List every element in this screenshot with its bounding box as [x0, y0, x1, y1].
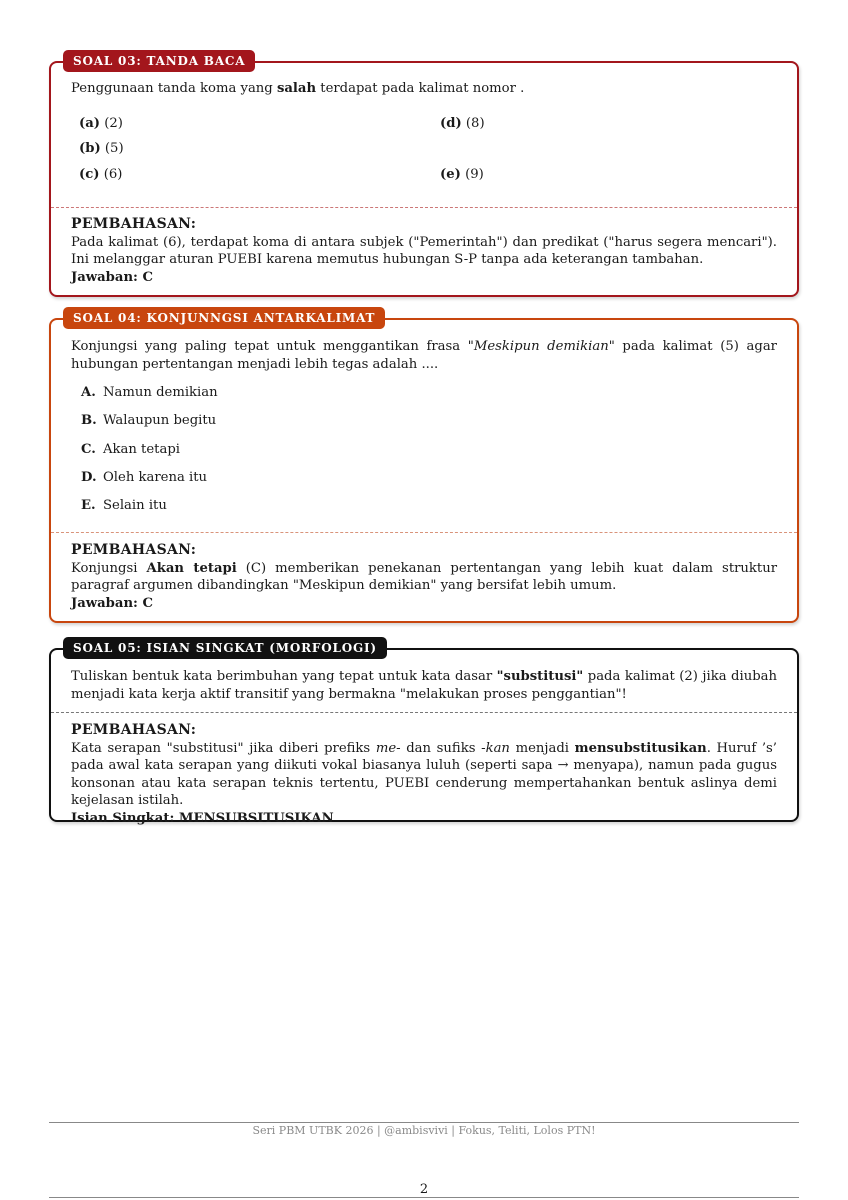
footer-divider	[49, 1122, 799, 1123]
soal-04-separator	[51, 532, 797, 533]
soal-05-box	[49, 641, 799, 826]
soal-03-question: Penggunaan tanda koma yang salah terdapat pada kalimat nomor .	[71, 81, 525, 96]
option-c: (c) (6)	[79, 167, 123, 182]
option-b: B. Walaupun begitu	[81, 413, 217, 429]
soal-05-question: Tuliskan bentuk kata berimbuhan yang tepat untuk kata dasar "substitusi" pada kalimat (2) jika diubah menjadi kata kerja aktif transitif yang bermakna "melakukan proses penggantian"!	[71, 669, 777, 702]
option-c: C. Akan tetapi	[81, 441, 180, 457]
soal-05-separator	[51, 712, 797, 713]
page-number: 2	[419, 1182, 429, 1197]
soal-04-answer: Jawaban: C	[71, 595, 153, 611]
soal-05-explanation: PEMBAHASAN: Kata serapan "substitusi" jika diberi prefiks me- dan sufiks -kan menjadi mensubstitusikan. Huruf ’s’ pada awal kata serapan yang diikuti vokal biasanya luluh (seperti sapa → menyapa), namun pada gugus konsonan atau kata serapan teknis tertentu, PUEBI cenderung mempertahankan bentuk aslinya demi kejelasan istilah. Isian Singkat: MENSUBSITUSIKAN	[71, 722, 777, 826]
soal-04-question: Konjungsi yang paling tepat untuk menggantikan frasa "Meskipun demikian" pada kalimat (5) agar hubungan pertentangan menjadi lebih tegas adalah ....	[71, 339, 777, 372]
soal-05-answer: Isian Singkat: MENSUBSITUSIKAN	[71, 810, 334, 826]
soal-03-box	[49, 54, 799, 297]
option-a: (a) (2)	[79, 116, 123, 131]
option-e: E. Selain itu	[81, 498, 167, 514]
soal-03-answer: Jawaban: C	[71, 269, 153, 285]
soal-04-box	[49, 311, 799, 623]
page-bottom-divider	[49, 1197, 799, 1198]
soal-03-explanation: PEMBAHASAN: Pada kalimat (6), terdapat koma di antara subjek ("Pemerintah") dan predikat ("harus segera mencari"). Ini melanggar aturan PUEBI karena memutus hubungan S-P tanpa ada keterangan tambahan. Jawaban: C	[71, 216, 777, 285]
option-d: (d) (8)	[440, 116, 485, 131]
footer-text: Seri PBM UTBK 2026 | @ambisvivi | Fokus, Teliti, Lolos PTN!	[252, 1124, 596, 1137]
soal-04-options	[81, 384, 218, 525]
option-e: (e) (9)	[440, 167, 484, 182]
option-d: D. Oleh karena itu	[81, 469, 208, 485]
soal-04-explanation: PEMBAHASAN: Konjungsi Akan tetapi (C) memberikan penekanan pertentangan yang lebih kuat dalam struktur paragraf argumen dibandingkan "Meskipun demikian" yang bersifat lebih umum. Jawaban: C	[71, 542, 778, 611]
soal-04-tag: SOAL 04: KONJUNNGSI ANTARKALIMAT	[63, 307, 385, 329]
option-a: A. Namun demikian	[81, 385, 218, 400]
soal-03-tag: SOAL 03: TANDA BACA	[63, 50, 255, 72]
option-b: (b) (5)	[79, 141, 124, 156]
soal-03-separator	[51, 207, 797, 208]
soal-05-tag: SOAL 05: ISIAN SINGKAT (MORFOLOGI)	[63, 637, 387, 659]
